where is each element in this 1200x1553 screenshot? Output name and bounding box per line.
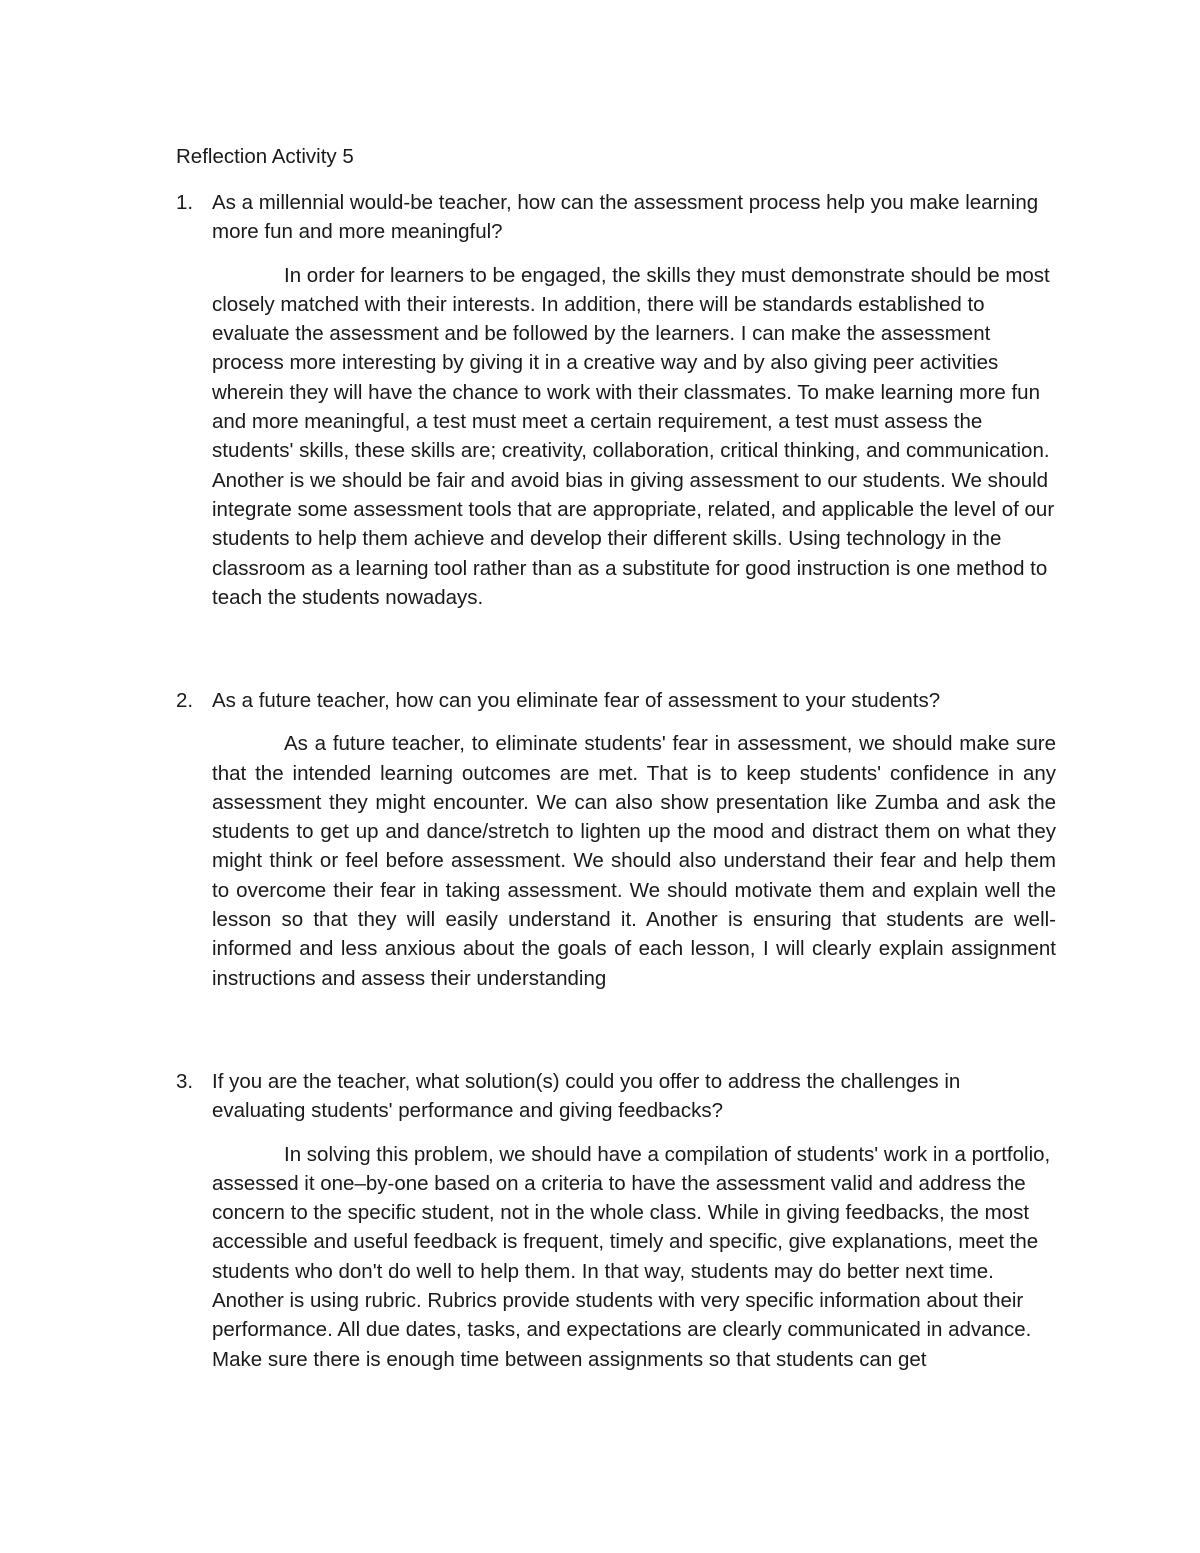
question-item-2 — [176, 686, 1056, 993]
answer-text: As a future teacher, to eliminate students' fear in assessment, we should make sure that the intended learning outcomes are met. That is to keep students' confidence in any assessment they might encounter. We can also show presentation like Zumba and ask the students to get up and dance/stretch to lighten up the mood and distract them on what they might think or feel before assessment. We should also understand their fear and help them to overcome their fear in taking assessment. We should motivate them and explain well the lesson so that they will easily understand it. Another is ensuring that students are well-informed and less anxious about the goals of each lesson, I will clearly explain assignment instructions and assess their understanding — [212, 732, 1056, 990]
question-item-3 — [176, 1067, 1056, 1374]
question-number: 1. — [176, 191, 194, 214]
question-number: 2. — [176, 689, 194, 712]
document-title: Reflection Activity 5 — [176, 145, 354, 168]
question-text: As a future teacher, how can you eliminate fear of assessment to your students? — [212, 689, 941, 712]
question-number: 3. — [176, 1070, 194, 1093]
question-item-1 — [176, 188, 1056, 612]
question-text: If you are the teacher, what solution(s) could you offer to address the challenges in evaluating students' performance and giving feedbacks? — [212, 1070, 961, 1123]
question-text: As a millennial would-be teacher, how can the assessment process help you make learning more fun and more meaningful? — [212, 191, 1039, 244]
answer-text: In order for learners to be engaged, the skills they must demonstrate should be most closely matched with their interests. In addition, there will be standards established to evaluate the assessment and be followed by the learners. I can make the assessment process more interesting by giving it in a creative way and by also giving peer activities wherein they will have the chance to work with their classmates. To make learning more fun and more meaningful, a test must meet a certain requirement, a test must assess the students' skills, these skills are; creativity, collaboration, critical thinking, and communication. Another is we should be fair and avoid bias in giving assessment to our students. We should integrate some assessment tools that are appropriate, related, and applicable the level of our students to help them achieve and develop their different skills. Using technology in the classroom as a learning tool rather than as a substitute for good instruction is one method to teach the students nowadays. — [212, 263, 1055, 609]
answer-text: In solving this problem, we should have a compilation of students' work in a portfolio, assessed it one–by-one based on a criteria to have the assessment valid and address the concern to the specific student, not in the whole class. While in giving feedbacks, the most accessible and useful feedback is frequent, timely and specific, give explanations, meet the students who don't do well to help them. In that way, students may do better next time. Another is using rubric. Rubrics provide students with very specific information about their performance. All due dates, tasks, and expectations are clearly communicated in advance. Make sure there is enough time between assignments so that students can get — [212, 1142, 1051, 1371]
